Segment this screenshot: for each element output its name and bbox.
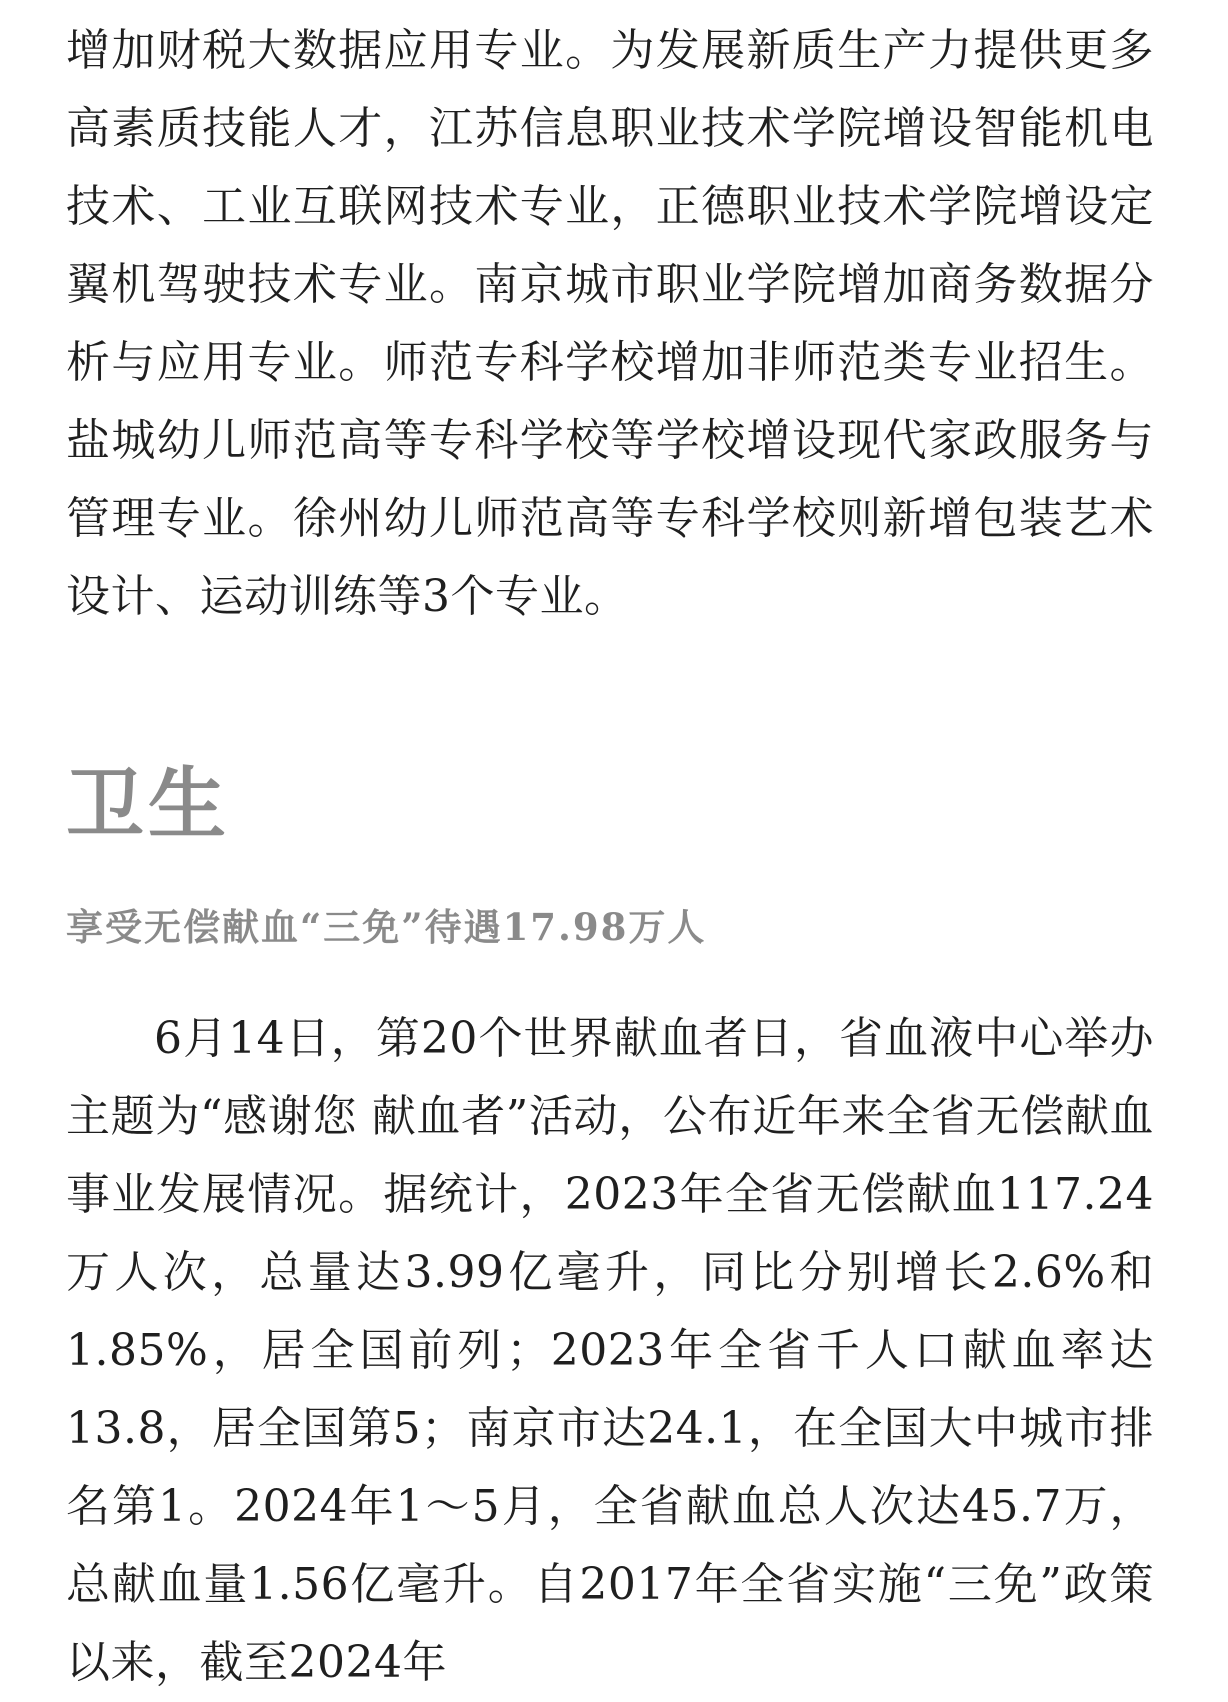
article-title: 享受无偿献血“三免”待遇17.98万人 — [66, 905, 707, 949]
document-page — [66, 0, 1154, 1688]
section-heading: 卫生 — [66, 760, 231, 850]
article-body-paragraph: 6月14日，第20个世界献血者日，省血液中心举办主题为“感谢您 献血者”活动，公布近年来全省无偿献血事业发展情况。据统计，2023年全省无偿献血117.24万人次，总量达3.99亿毫升，同比分别增长2.6%和1.85%，居全国前列；2023年全省千人口献血率达13.8，居全国第5；南京市达24.1，在全国大中城市排名第1。2024年1～5月，全省献血总人次达45.7万，总献血量1.56亿毫升。自2017年全省实施“三免”政策以来，截至2024年 — [66, 1013, 1154, 1688]
continued-paragraph: 增加财税大数据应用专业。为发展新质生产力提供更多高素质技能人才，江苏信息职业技术学院增设智能机电技术、工业互联网技术专业，正德职业技术学院增设定翼机驾驶技术专业。南京城市职业学院增加商务数据分析与应用专业。师范专科学校增加非师范类专业招生。盐城幼儿师范高等专科学校等学校增设现代家政服务与管理专业。徐州幼儿师范高等专科学校则新增包装艺术设计、运动训练等3个专业。 — [66, 25, 1154, 622]
